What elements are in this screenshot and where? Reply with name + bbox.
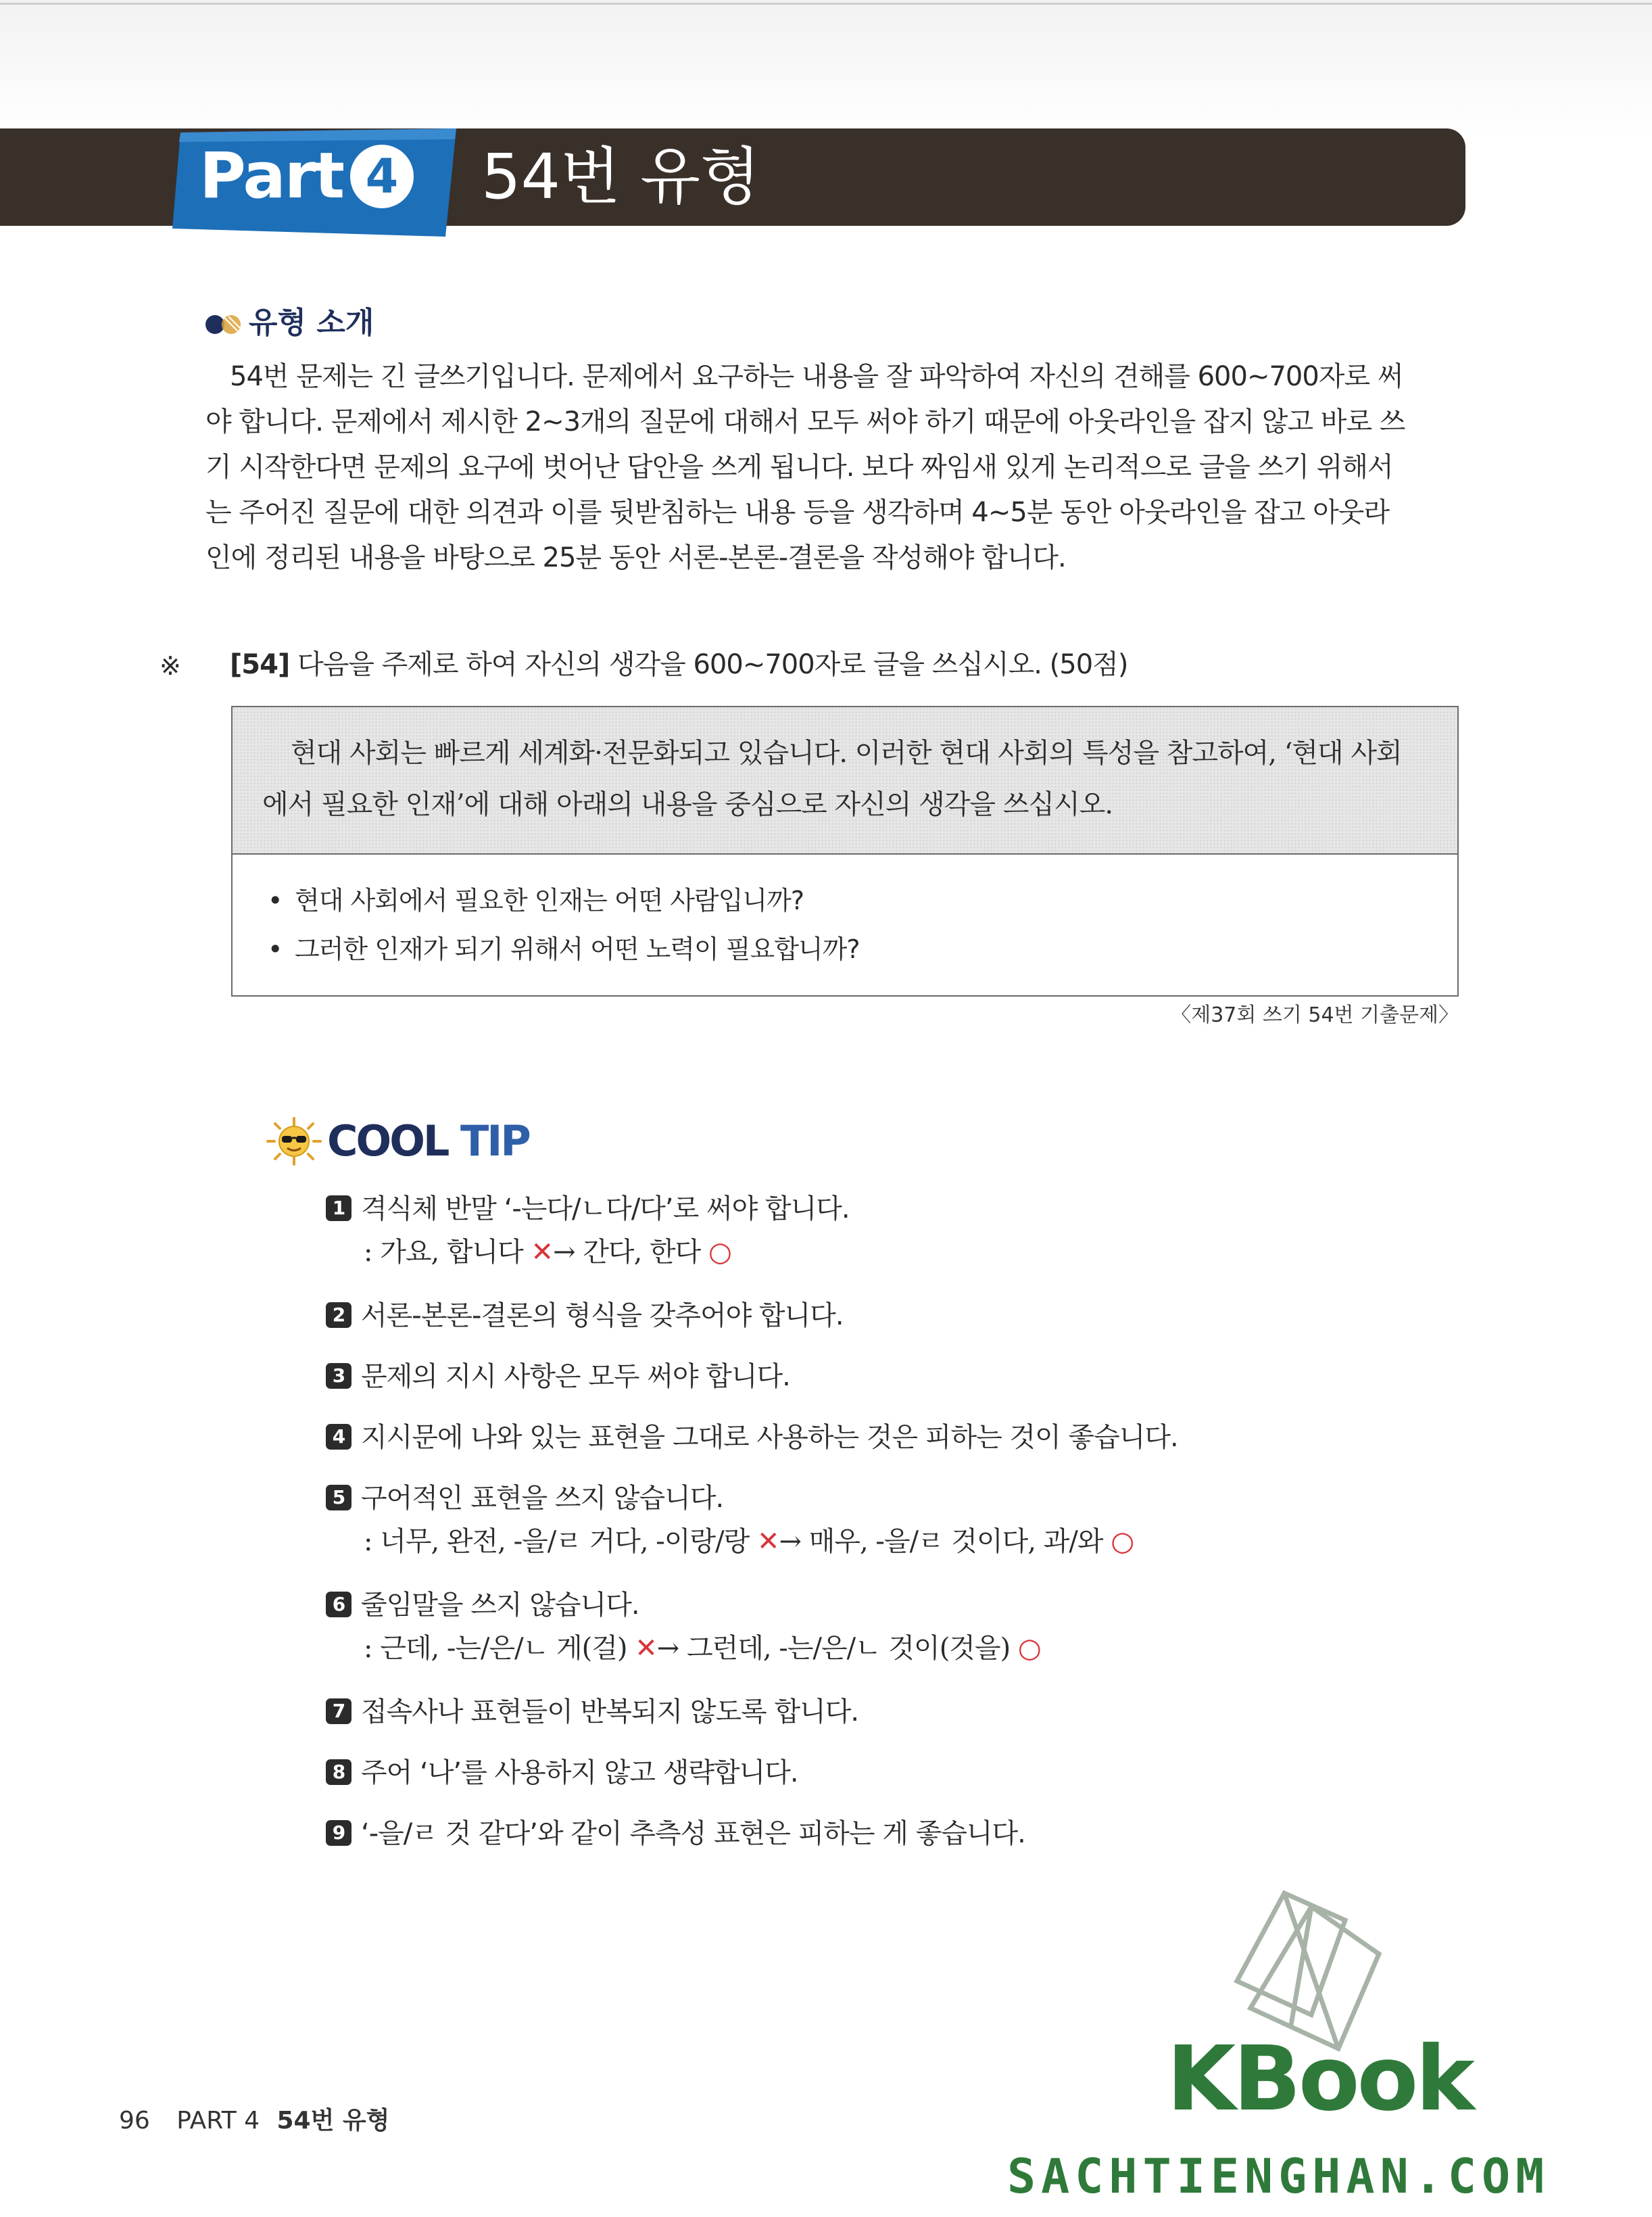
- page-top-rule: [0, 3, 1652, 5]
- section-heading: 유형 소개: [249, 306, 374, 340]
- reference-mark: ※: [160, 651, 181, 681]
- footer-part: PART 4: [176, 2107, 260, 2135]
- page-number: 96: [119, 2107, 150, 2135]
- watermark-site: SACHTIENGHAN.COM: [1007, 2149, 1550, 2204]
- tip-item: [326, 1477, 1134, 1563]
- page-title: 54번 유형: [481, 141, 760, 213]
- intro-paragraph: [205, 354, 1422, 581]
- part-number-badge: 4: [350, 145, 414, 208]
- tip-text: 접속사나 표현들이 반복되지 않도록 합니다.: [361, 1696, 859, 1727]
- tip-item: [326, 1416, 1178, 1459]
- tip-number-badge: 8: [326, 1759, 351, 1785]
- tip-text: 문제의 지시 사항은 모두 써야 합니다.: [361, 1361, 790, 1392]
- bullet-dot: •: [268, 934, 283, 964]
- tip-number-badge: 6: [326, 1592, 351, 1617]
- question-source: 〈제37회 쓰기 54번 기출문제〉: [1171, 1003, 1459, 1027]
- tip-number-badge: 4: [326, 1424, 351, 1450]
- question-box: [231, 706, 1459, 997]
- arrow-icon: →: [553, 1237, 575, 1268]
- correct-mark-icon: ○: [1017, 1633, 1041, 1664]
- page-footer: [119, 2104, 389, 2138]
- sun-sunglasses-icon: [264, 1117, 324, 1166]
- tip-item: [326, 1187, 850, 1274]
- question-text: 다음을 주제로 하여 자신의 생각을 600~700자로 글을 쓰십시오. (50점): [297, 649, 1128, 680]
- intro-line: 인에 정리된 내용을 바탕으로 25분 동안 서론-본론-결론을 작성해야 합니다.: [205, 542, 1066, 573]
- tip-item: [326, 1355, 790, 1398]
- bullet-item: • 그러한 인재가 되기 위해서 어떤 노력이 필요합니까?: [268, 925, 860, 974]
- tip-item: [326, 1812, 1025, 1855]
- tip-example: : 너무, 완전, -을/ㄹ 거다, -이랑/랑 ✕→ 매우, -을/ㄹ 것이다, 과/와 ○: [364, 1526, 1134, 1557]
- tip-item: [326, 1690, 858, 1734]
- question-instruction: [230, 644, 1127, 685]
- prompt-text: [262, 728, 1438, 830]
- tip-example: : 근데, -는/은/ㄴ 게(걸) ✕→ 그런데, -는/은/ㄴ 것이(것을) ○: [364, 1633, 1041, 1664]
- correct-mark-icon: ○: [708, 1237, 731, 1268]
- intro-line: 야 합니다. 문제에서 제시한 2~3개의 질문에 대해서 모두 써야 하기 때문에 아웃라인을 잡지 않고 바로 쓰: [205, 406, 1405, 437]
- tip-number-badge: 9: [326, 1820, 351, 1846]
- tip-example: : 가요, 합니다 ✕→ 간다, 한다 ○: [364, 1237, 731, 1268]
- tip-number-badge: 5: [326, 1485, 351, 1510]
- tip-text: 서론-본론-결론의 형식을 갖추어야 합니다.: [361, 1300, 844, 1331]
- footer-title: 54번 유형: [276, 2107, 390, 2135]
- tip-text: 주어 ‘나’를 사용하지 않고 생략합니다.: [361, 1757, 798, 1788]
- part-label: Part: [199, 139, 344, 213]
- bullet-item: • 현대 사회에서 필요한 인재는 어떤 사람입니까?: [268, 876, 860, 925]
- tip-text: 줄임말을 쓰지 않습니다.: [361, 1590, 639, 1621]
- wrong-mark-icon: ✕: [531, 1237, 554, 1268]
- question-number: [54]: [230, 649, 290, 680]
- tip-item: [326, 1751, 798, 1794]
- tip-item: [326, 1294, 844, 1337]
- tip-text: 구어적인 표현을 쓰지 않습니다.: [361, 1483, 724, 1514]
- section-bullet-icon: [204, 312, 246, 337]
- bullet-dot: •: [268, 886, 283, 915]
- prompt-line: 에서 필요한 인재’에 대해 아래의 내용을 중심으로 자신의 생각을 쓰십시오.: [262, 789, 1113, 820]
- arrow-icon: →: [779, 1526, 801, 1557]
- tip-text: ‘-을/ㄹ 것 같다’와 같이 추측성 표현은 피하는 게 좋습니다.: [361, 1818, 1025, 1849]
- wrong-mark-icon: ✕: [635, 1633, 657, 1664]
- prompt-line: 현대 사회는 빠르게 세계화·전문화되고 있습니다. 이러한 현대 사회의 특성을 참고하여, ‘현대 사회: [291, 738, 1402, 769]
- tip-number-badge: 3: [326, 1363, 351, 1389]
- correct-mark-icon: ○: [1111, 1526, 1134, 1557]
- arrow-icon: →: [656, 1633, 679, 1664]
- watermark-brand: KBook: [1167, 2027, 1473, 2131]
- cool-tip-heading: COOL TIP: [327, 1116, 529, 1166]
- tip-number-badge: 2: [326, 1302, 351, 1328]
- prompt-panel: [233, 707, 1457, 855]
- wrong-mark-icon: ✕: [756, 1526, 779, 1557]
- tip-text: 지시문에 나와 있는 표현을 그대로 사용하는 것은 피하는 것이 좋습니다.: [361, 1422, 1178, 1453]
- question-bullets: [268, 876, 860, 974]
- tip-number-badge: 1: [326, 1195, 351, 1221]
- intro-line: 기 시작한다면 문제의 요구에 벗어난 답안을 쓰게 됩니다. 보다 짜임새 있게 논리적으로 글을 쓰기 위해서: [205, 452, 1393, 483]
- intro-line: 54번 문제는 긴 글쓰기입니다. 문제에서 요구하는 내용을 잘 파악하여 자신의 견해를 600~700자로 써: [230, 361, 1403, 392]
- intro-line: 는 주어진 질문에 대한 의견과 이를 뒷받침하는 내용 등을 생각하며 4~5분 동안 아웃라인을 잡고 아웃라: [205, 497, 1390, 528]
- tip-item: [326, 1583, 1041, 1670]
- tip-number-badge: 7: [326, 1698, 351, 1724]
- tip-text: 격식체 반말 ‘-는다/ㄴ다/다’로 써야 합니다.: [361, 1193, 850, 1224]
